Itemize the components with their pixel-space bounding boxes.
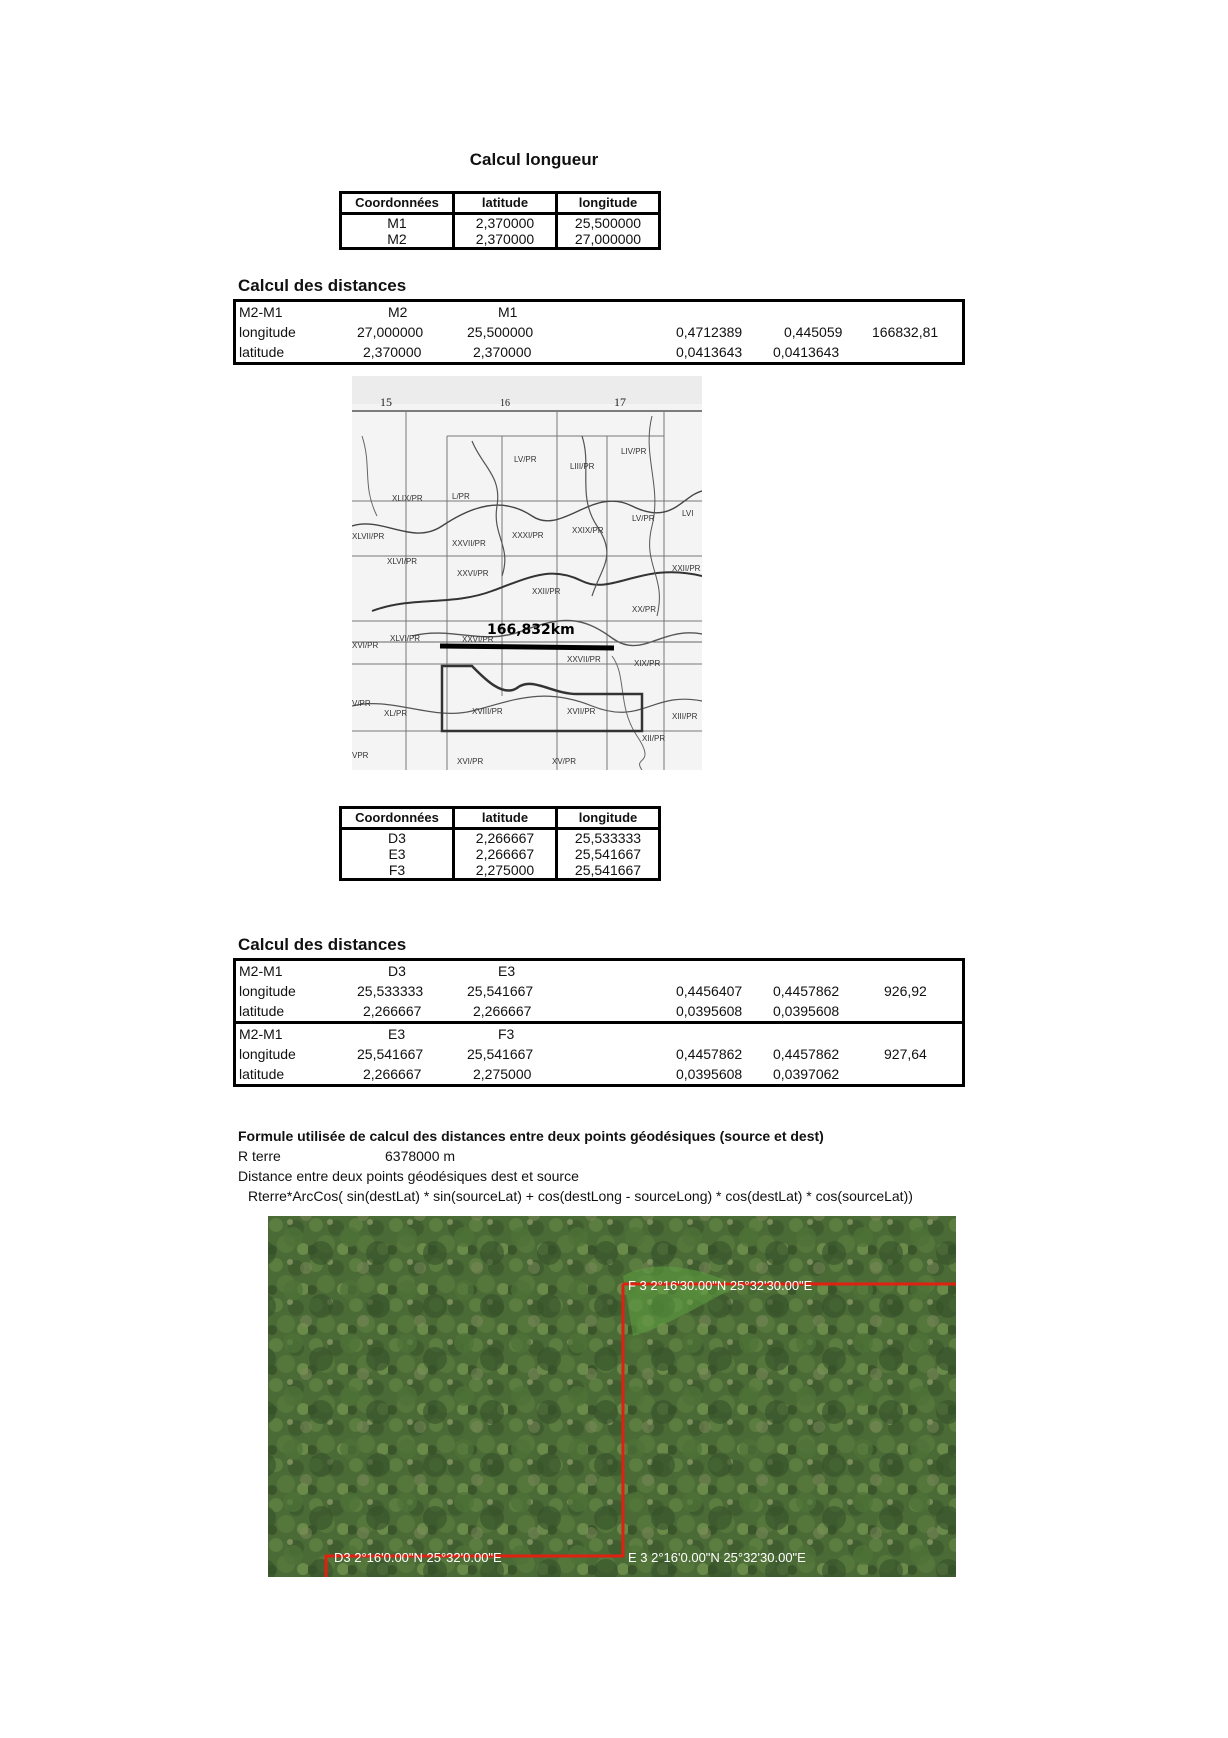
map-zone-label: XLVII/PR bbox=[352, 532, 385, 541]
cell-source: 2,266667 bbox=[363, 1003, 422, 1019]
cell-rad-1: 0,0395608 bbox=[676, 1066, 743, 1082]
cell-dest: E3 bbox=[498, 963, 516, 979]
map-zone-label: L/PR bbox=[452, 492, 470, 501]
coordinates-header-row bbox=[342, 194, 658, 215]
map-top-label: 15 bbox=[380, 395, 392, 409]
cell-source: M2 bbox=[388, 304, 408, 320]
cell-rad-1: 0,0413643 bbox=[676, 344, 743, 360]
cell-source: 2,266667 bbox=[363, 1066, 422, 1082]
cell-dest: M1 bbox=[498, 304, 518, 320]
point-name: M2 bbox=[342, 231, 455, 247]
coordinates-table-def bbox=[339, 806, 661, 881]
header-latitude: latitude bbox=[455, 809, 558, 830]
cell-source: 25,533333 bbox=[357, 983, 424, 999]
distances-table-1 bbox=[233, 299, 965, 365]
row-label: longitude bbox=[239, 1046, 296, 1062]
map-zone-label: XLIX/PR bbox=[392, 494, 423, 503]
formula-expression: Rterre*ArcCos( sin(destLat) * sin(sourceLat) + cos(destLong - sourceLong) * cos(destLat) * cos(sourceLat)) bbox=[248, 1188, 913, 1204]
cell-distance: 927,64 bbox=[884, 1046, 927, 1062]
distances-row bbox=[236, 1064, 962, 1084]
cell-rad-2: 0,445059 bbox=[784, 324, 843, 340]
cell-rad-2: 0,4457862 bbox=[773, 1046, 840, 1062]
distances-row bbox=[236, 342, 962, 362]
map-zone-label: XVIII/PR bbox=[472, 707, 503, 716]
row-label: M2-M1 bbox=[239, 304, 283, 320]
map-zone-label: VPR bbox=[352, 751, 369, 760]
point-longitude: 25,533333 bbox=[574, 830, 642, 846]
distances-block bbox=[236, 1021, 962, 1084]
formula-title: Formule utilisée de calcul des distances entre deux points géodésiques (source et dest) bbox=[238, 1128, 824, 1144]
zone-map-svg bbox=[352, 376, 702, 770]
cell-rad-2: 0,4457862 bbox=[773, 983, 840, 999]
coordinates-row-m1 bbox=[342, 215, 658, 231]
map-top-label: 17 bbox=[614, 395, 626, 409]
row-label: longitude bbox=[239, 324, 296, 340]
point-name: F3 bbox=[342, 862, 455, 878]
point-longitude: 25,500000 bbox=[574, 215, 642, 231]
cell-source: 2,370000 bbox=[363, 344, 422, 360]
map-zone-label: XLVI/PR bbox=[390, 634, 421, 643]
map-zone-label: XIX/PR bbox=[634, 659, 661, 668]
cell-source: 25,541667 bbox=[357, 1046, 424, 1062]
distances-title-1: Calcul des distances bbox=[238, 276, 407, 295]
document-title: Calcul longueur bbox=[469, 150, 599, 169]
map-zone-label: XXIX/PR bbox=[572, 526, 604, 535]
earth-radius-label: R terre bbox=[238, 1148, 281, 1164]
header-latitude: latitude bbox=[455, 194, 558, 215]
distances-row bbox=[236, 322, 962, 342]
map-zone-label: XX/PR bbox=[632, 605, 657, 614]
distances-row bbox=[236, 302, 962, 322]
map-zone-label: XVII/PR bbox=[567, 707, 596, 716]
point-latitude: 2,266667 bbox=[455, 830, 558, 846]
cell-rad-1: 0,0395608 bbox=[676, 1003, 743, 1019]
coordinates-header-row bbox=[342, 809, 658, 830]
point-latitude: 2,266667 bbox=[455, 846, 558, 862]
d3-label: D3 2°16'0.00"N 25°32'0.00"E bbox=[334, 1550, 502, 1565]
formula-description: Distance entre deux points géodésiques dest et source bbox=[238, 1168, 579, 1184]
cell-source: 27,000000 bbox=[357, 324, 424, 340]
map-zone-label: XXVI/PR bbox=[457, 569, 489, 578]
coordinates-table-m bbox=[339, 191, 661, 250]
point-longitude: 25,541667 bbox=[574, 846, 642, 862]
row-label: M2-M1 bbox=[239, 963, 283, 979]
distances-row bbox=[236, 961, 962, 981]
cell-dest: 2,370000 bbox=[473, 344, 532, 360]
point-name: E3 bbox=[342, 846, 455, 862]
point-name: D3 bbox=[342, 830, 455, 846]
coordinates-row-d3 bbox=[342, 830, 658, 846]
distances-row bbox=[236, 1001, 962, 1021]
map-zone-label: LIV/PR bbox=[621, 447, 647, 456]
satellite-svg bbox=[268, 1216, 956, 1577]
map-zone-label: XXXI/PR bbox=[512, 531, 544, 540]
f3-label: F 3 2°16'30.00"N 25°32'30.00"E bbox=[628, 1278, 813, 1293]
map-zone-label: XXII/PR bbox=[532, 587, 561, 596]
point-name: M1 bbox=[342, 215, 455, 231]
header-coordonnees: Coordonnées bbox=[342, 809, 455, 830]
point-longitude: 25,541667 bbox=[574, 862, 642, 878]
map-zone-label: XL/PR bbox=[384, 709, 408, 718]
header-longitude: longitude bbox=[558, 809, 658, 830]
cell-rad-1: 0,4712389 bbox=[676, 324, 743, 340]
distances-row bbox=[236, 1024, 962, 1044]
map-zone-label: XII/PR bbox=[642, 734, 666, 743]
cell-dest: 2,275000 bbox=[473, 1066, 532, 1082]
row-label: longitude bbox=[239, 983, 296, 999]
map-zone-label: LV/PR bbox=[514, 455, 537, 464]
coordinates-row-e3 bbox=[342, 846, 658, 862]
map-zone-label: XVI/PR bbox=[457, 757, 484, 766]
e3-label: E 3 2°16'0.00"N 25°32'30.00"E bbox=[628, 1550, 806, 1565]
cell-rad-1: 0,4457862 bbox=[676, 1046, 743, 1062]
map-zone-label: XLVI/PR bbox=[387, 557, 418, 566]
distances-block bbox=[236, 961, 962, 1021]
distances-block bbox=[236, 302, 962, 362]
cell-source: E3 bbox=[388, 1026, 406, 1042]
earth-radius-value: 6378000 m bbox=[385, 1148, 456, 1164]
distances-title-2: Calcul des distances bbox=[238, 935, 407, 954]
map-zone-label: XXVII/PR bbox=[567, 655, 601, 664]
map-zone-label: XVI/PR bbox=[352, 641, 379, 650]
header-coordonnees: Coordonnées bbox=[342, 194, 455, 215]
map-zone-label: XXII/PR bbox=[672, 564, 701, 573]
cell-dest: F3 bbox=[498, 1026, 515, 1042]
row-label: latitude bbox=[239, 1003, 285, 1019]
distances-table-2 bbox=[233, 958, 965, 1087]
point-latitude: 2,370000 bbox=[455, 215, 558, 231]
row-label: M2-M1 bbox=[239, 1026, 283, 1042]
point-latitude: 2,275000 bbox=[455, 862, 558, 878]
cell-dest: 25,500000 bbox=[467, 324, 534, 340]
satellite-figure bbox=[268, 1216, 956, 1577]
cell-rad-1: 0,4456407 bbox=[676, 983, 743, 999]
cell-dest: 25,541667 bbox=[467, 1046, 534, 1062]
header-longitude: longitude bbox=[558, 194, 658, 215]
cell-rad-2: 0,0395608 bbox=[773, 1003, 840, 1019]
distances-row bbox=[236, 1044, 962, 1064]
map-zone-label: XXVI/PR bbox=[462, 635, 494, 644]
row-label: latitude bbox=[239, 1066, 285, 1082]
map-zone-label: XXVII/PR bbox=[452, 539, 486, 548]
point-longitude: 27,000000 bbox=[574, 231, 642, 247]
cell-distance: 166832,81 bbox=[872, 324, 939, 340]
cell-distance: 926,92 bbox=[884, 983, 927, 999]
cell-rad-2: 0,0397062 bbox=[773, 1066, 840, 1082]
distances-row bbox=[236, 981, 962, 1001]
map-distance-label: 166,832km bbox=[487, 622, 575, 638]
coordinates-row-m2 bbox=[342, 231, 658, 247]
cell-dest: 25,541667 bbox=[467, 983, 534, 999]
map-zone-label: LIII/PR bbox=[570, 462, 595, 471]
map-zone-label: XIII/PR bbox=[672, 712, 698, 721]
cell-dest: 2,266667 bbox=[473, 1003, 532, 1019]
map-zone-label: XV/PR bbox=[552, 757, 577, 766]
map-top-label: 16 bbox=[500, 398, 510, 409]
map-zone-label: LVI bbox=[682, 509, 694, 518]
map-zone-label: V/PR bbox=[352, 699, 371, 708]
zone-map-figure bbox=[352, 376, 702, 770]
cell-source: D3 bbox=[388, 963, 406, 979]
coordinates-row-f3 bbox=[342, 862, 658, 878]
map-zone-label: LV/PR bbox=[632, 514, 655, 523]
point-latitude: 2,370000 bbox=[455, 231, 558, 247]
row-label: latitude bbox=[239, 344, 285, 360]
cell-rad-2: 0,0413643 bbox=[773, 344, 840, 360]
